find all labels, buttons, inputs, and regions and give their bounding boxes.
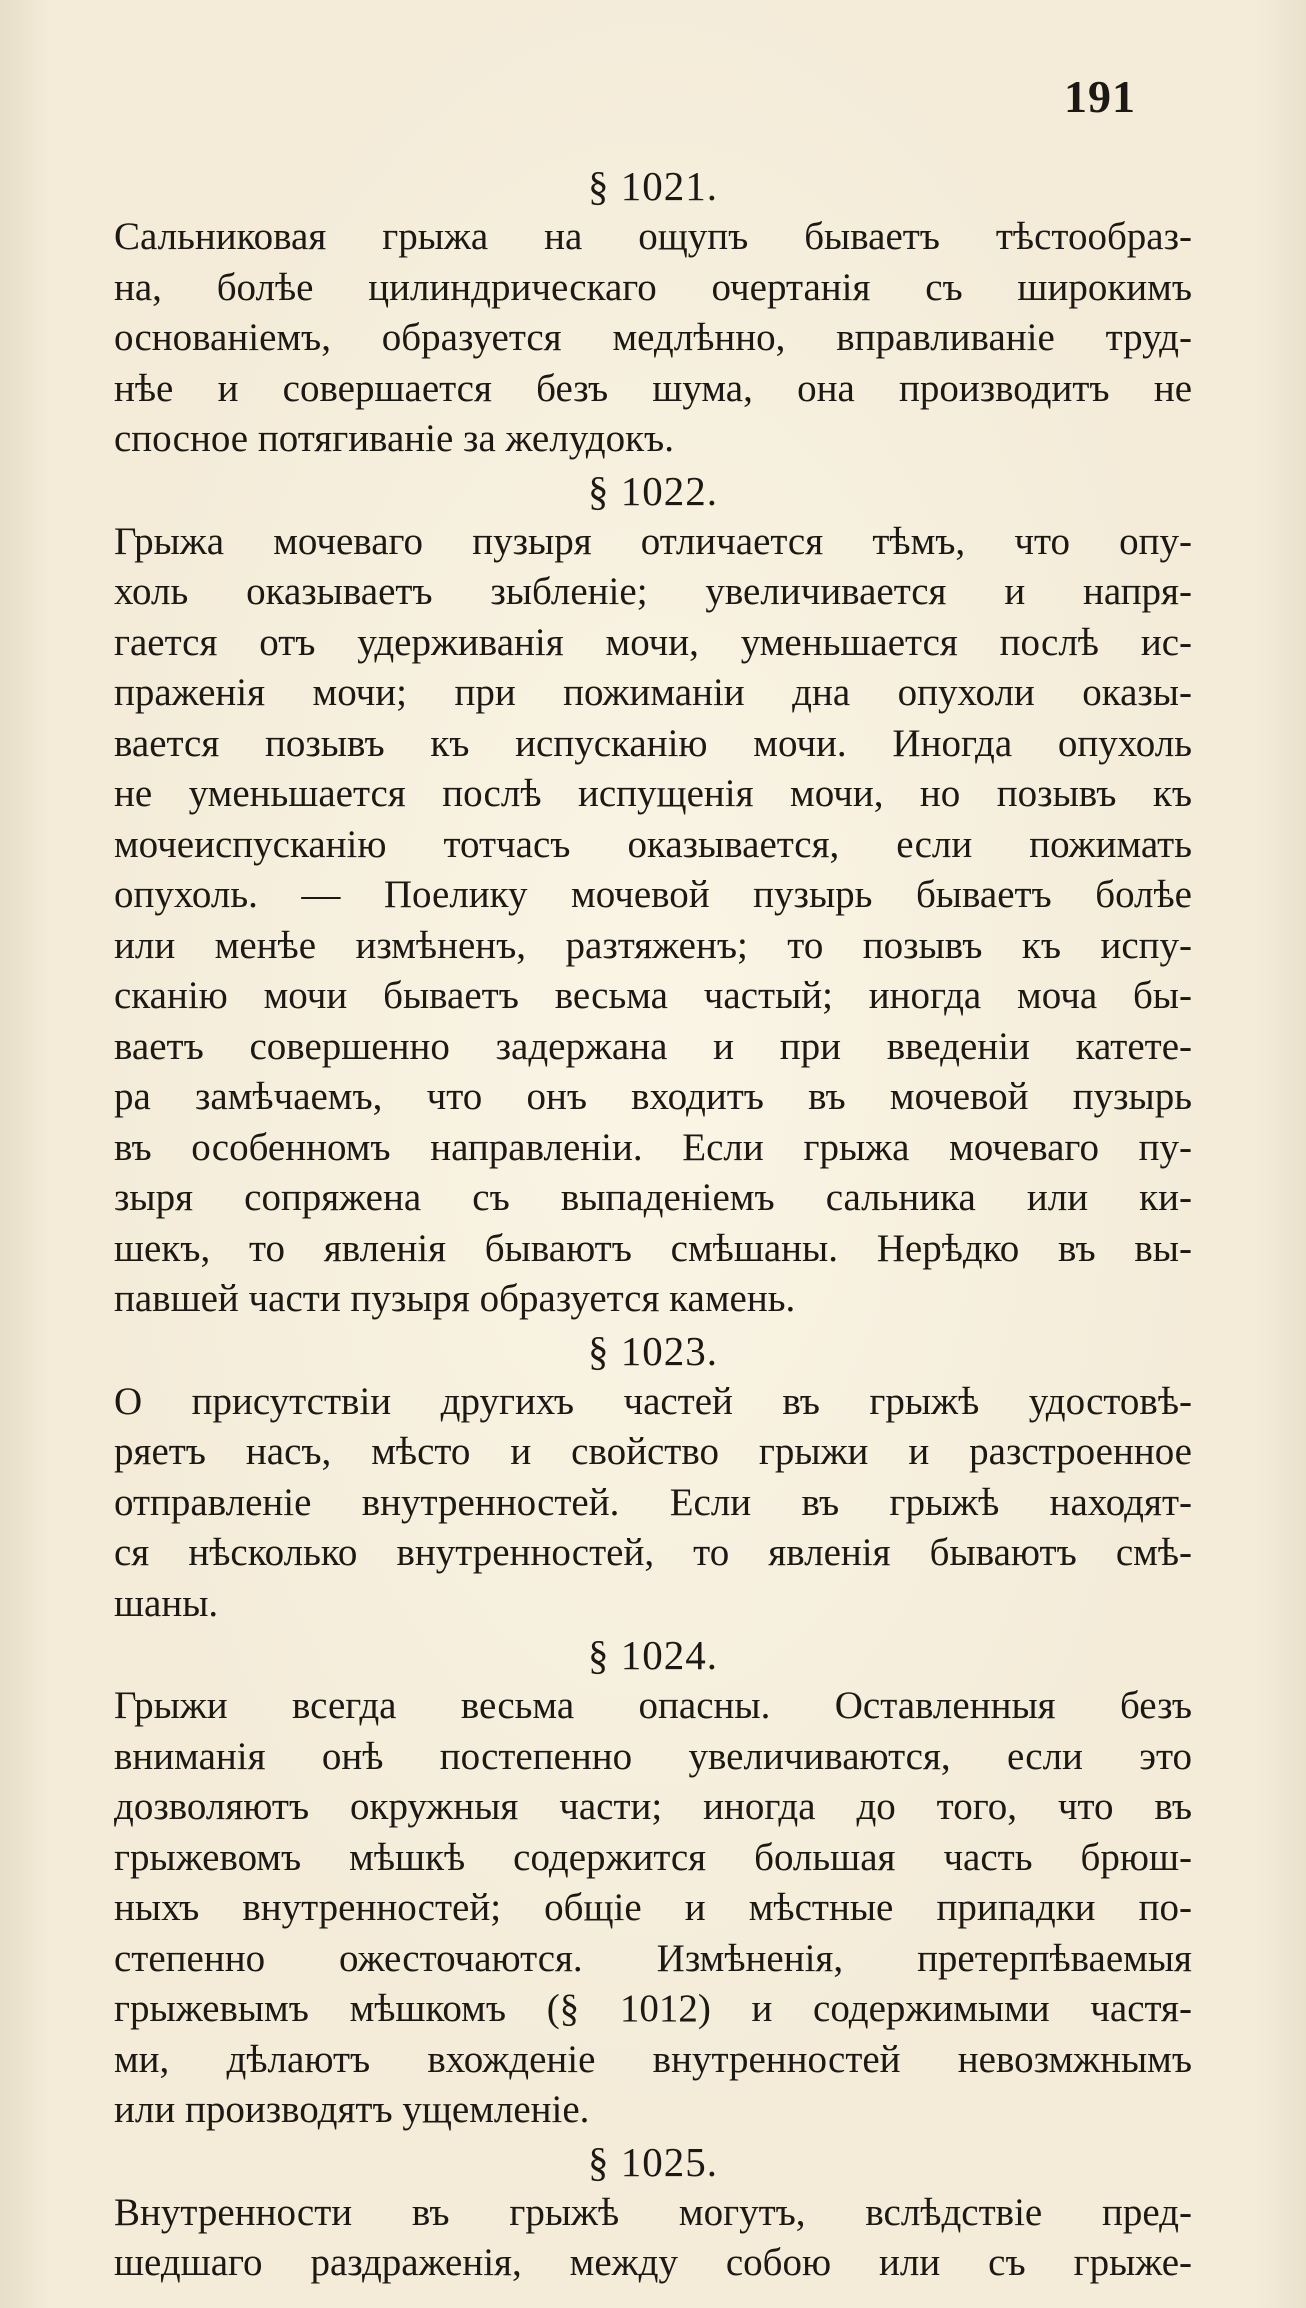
text-line: ми, дѣлаютъ вхожденіе внутренностей невозмжнымъ	[114, 2037, 1192, 2081]
text-line: не уменьшается послѣ испущенія мочи, но позывъ къ	[114, 772, 1192, 815]
text-line: ныхъ внутренностей; общіе и мѣстные припадки по-	[114, 1886, 1192, 1929]
text-line: вается позывъ къ испусканію мочи. Иногда опухоль	[114, 721, 1192, 765]
section-heading: § 1024.	[588, 1632, 718, 1678]
text-line: холь оказываетъ зыбленіе; увеличивается и напря-	[114, 570, 1192, 613]
text-line: нѣе и совершается безъ шума, она производитъ не	[114, 366, 1192, 410]
text-line: основаніемъ, образуется медлѣнно, вправливаніе труд-	[114, 316, 1192, 359]
paragraph	[114, 517, 1192, 1325]
text-line: зыря сопряжена съ выпаденіемъ сальника или ки-	[114, 1176, 1192, 1219]
text-line: на, болѣе цилиндрическаго очертанія съ широкимъ	[114, 265, 1192, 309]
paragraph	[114, 2188, 1192, 2289]
text-line: сканію мочи бываетъ весьма частый; иногда моча бы-	[114, 974, 1192, 1017]
text-line: О присутствіи другихъ частей въ грыжѣ удостовѣ-	[114, 1379, 1192, 1423]
text-line: или производятъ ущемленіе.	[114, 2088, 590, 2131]
text-line: или менѣе измѣненъ, разтяженъ; то позывъ къ испу-	[114, 923, 1192, 967]
text-line: гается отъ удерживанія мочи, уменьшается послѣ ис-	[114, 620, 1192, 664]
text-line: Грыжи всегда весьма опасны. Оставленныя безъ	[114, 1684, 1192, 1727]
text-line: шаны.	[114, 1581, 219, 1625]
text-line: ся нѣсколько внутренностей, то явленія бываютъ смѣ-	[114, 1531, 1192, 1574]
text-line: праженія мочи; при пожиманіи дна опухоли оказы-	[114, 671, 1192, 714]
text-line: дозволяютъ окружныя части; иногда до того, что въ	[114, 1785, 1192, 1828]
section-heading: § 1025.	[588, 2138, 718, 2185]
text-line: грыжевомъ мѣшкѣ содержится большая часть брюш-	[114, 1835, 1192, 1879]
text-line: Внутренности въ грыжѣ могутъ, вслѣдствіе пред-	[114, 2190, 1192, 2234]
text-line: степенно ожесточаются. Измѣненія, претерпѣваемыя	[114, 1936, 1192, 1980]
text-line: опухоль. — Поелику мочевой пузырь бываетъ болѣе	[114, 873, 1192, 916]
text-line: Сальниковая грыжа на ощупъ бываетъ тѣстообраз-	[114, 215, 1192, 258]
paragraph	[114, 1377, 1192, 1630]
section-heading: § 1023.	[588, 1327, 718, 1374]
paragraph	[114, 212, 1192, 465]
page-number: 191	[1064, 71, 1136, 122]
text-line: Грыжа мочеваго пузыря отличается тѣмъ, что опу-	[114, 519, 1192, 563]
text-line: павшей части пузыря образуется камень.	[114, 1277, 796, 1320]
text-line: мочеиспусканію тотчасъ оказывается, если пожимать	[114, 822, 1192, 866]
text-line: спосное потягиваніе за желудокъ.	[114, 417, 674, 460]
section-heading: § 1022.	[588, 467, 718, 514]
paragraph	[114, 1681, 1192, 2136]
text-line: отправленіе внутренностей. Если въ грыжѣ находят-	[114, 1480, 1192, 1524]
text-line: шедшаго раздраженія, между собою или съ грыже-	[114, 2241, 1192, 2284]
text-line: ряетъ насъ, мѣсто и свойство грыжи и разстроенное	[114, 1430, 1192, 1473]
text-line: въ особенномъ направленіи. Если грыжа мочеваго пу-	[114, 1125, 1192, 1169]
text-line: шекъ, то явленія бываютъ смѣшаны. Нерѣдко въ вы-	[114, 1226, 1192, 1270]
text-line: ра замѣчаемъ, что онъ входитъ въ мочевой пузырь	[114, 1075, 1192, 1118]
body-text	[114, 160, 1192, 2289]
text-line: ваетъ совершенно задержана и при введеніи катете-	[114, 1024, 1192, 1068]
section-heading: § 1021.	[588, 163, 718, 209]
text-line: грыжевымъ мѣшкомъ (§ 1012) и содержимыми частя-	[114, 1987, 1192, 2030]
text-line: вниманія онѣ постепенно увеличиваются, если это	[114, 1734, 1192, 1778]
